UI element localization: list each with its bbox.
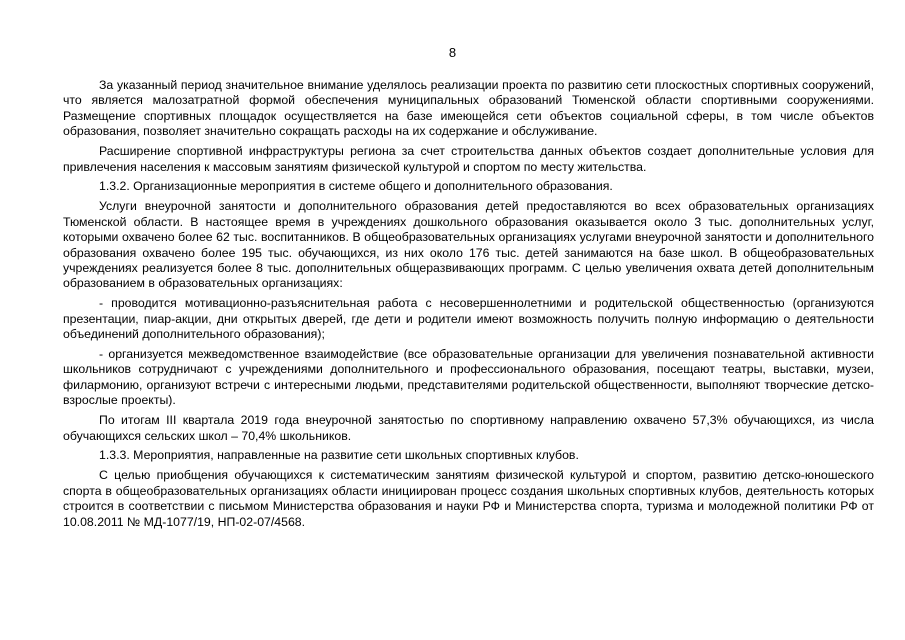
list-item-interagency-cooperation: - организуется межведомственное взаимодействие (все образовательные организации для увеличения познавательной активности школьников сотрудничают с учреждениями дополнительного и профессионального образования, посещают театры, выставки, музеи, филармонию, организуют встречи с интересными людьми, представителями родительской общественности, выполняют творческие детско-взрослые проекты).: [63, 347, 874, 408]
paragraph-additional-education: Услуги внеурочной занятости и дополнительного образования детей предоставляются во всех образовательных организациях Тюменской области. В настоящее время в учреждениях дошкольного образования оказывается около 3 тыс. дополнительных услуг, которыми охвачено более 62 тыс. воспитанников. В общеобразовательных организациях услугами внеурочной занятости и дополнительного образования охвачено более 195 тыс. обучающихся, из них около 176 тыс. детей занимаются на базе школ. В общеобразовательных учреждениях реализуется более 8 тыс. дополнительных общеразвивающих программ. С целью увеличения охвата детей дополнительным образованием в образовательных организациях:: [63, 199, 874, 291]
paragraph-quarter-results: По итогам III квартала 2019 года внеурочной занятостью по спортивному направлению охвачено 57,3% обучающихся, из числа обучающихся сельских школ – 70,4% школьников.: [63, 413, 874, 443]
section-heading-1-3-2: 1.3.2. Организационные мероприятия в системе общего и дополнительного образования.: [99, 179, 613, 194]
page-number: 8: [448, 45, 457, 60]
list-item-motivation-work: - проводится мотивационно-разъяснительная работа с несовершеннолетними и родительской общественностью (организуются презентации, пиар-акции, дни открытых дверей, где дети и родители имеют возможность получить полную информацию о деятельности объединений дополнительного образования);: [63, 296, 874, 342]
paragraph-school-sports-clubs: С целью приобщения обучающихся к систематическим занятиям физической культурой и спортом, развитию детско-юношеского спорта в общеобразовательных организациях области инициирован процесс создания школьных спортивных клубов, деятельность которых строится в соответствии с письмом Министерства образования и науки РФ и Министерства спорта, туризма и молодежной политики РФ от 10.08.2011 № МД-1077/19, НП-02-07/4568.: [63, 468, 874, 529]
paragraph-infrastructure: Расширение спортивной инфраструктуры региона за счет строительства данных объектов создает дополнительные условия для привлечения населения к массовым занятиям физической культурой и спортом по месту жительства.: [63, 144, 874, 174]
document-body: [63, 78, 874, 534]
paragraph-sports-facilities: За указанный период значительное внимание уделялось реализации проекта по развитию сети плоскостных спортивных сооружений, что является малозатратной формой обеспечения муниципальных образований Тюменской области спортивными сооружениями. Размещение спортивных площадок осуществляется на базе имеющейся сети объектов социальной сферы, в том числе объектов образования, позволяет значительно сокращать расходы на их содержание и обслуживание.: [63, 78, 874, 139]
section-heading-1-3-3: 1.3.3. Мероприятия, направленные на развитие сети школьных спортивных клубов.: [99, 448, 579, 463]
